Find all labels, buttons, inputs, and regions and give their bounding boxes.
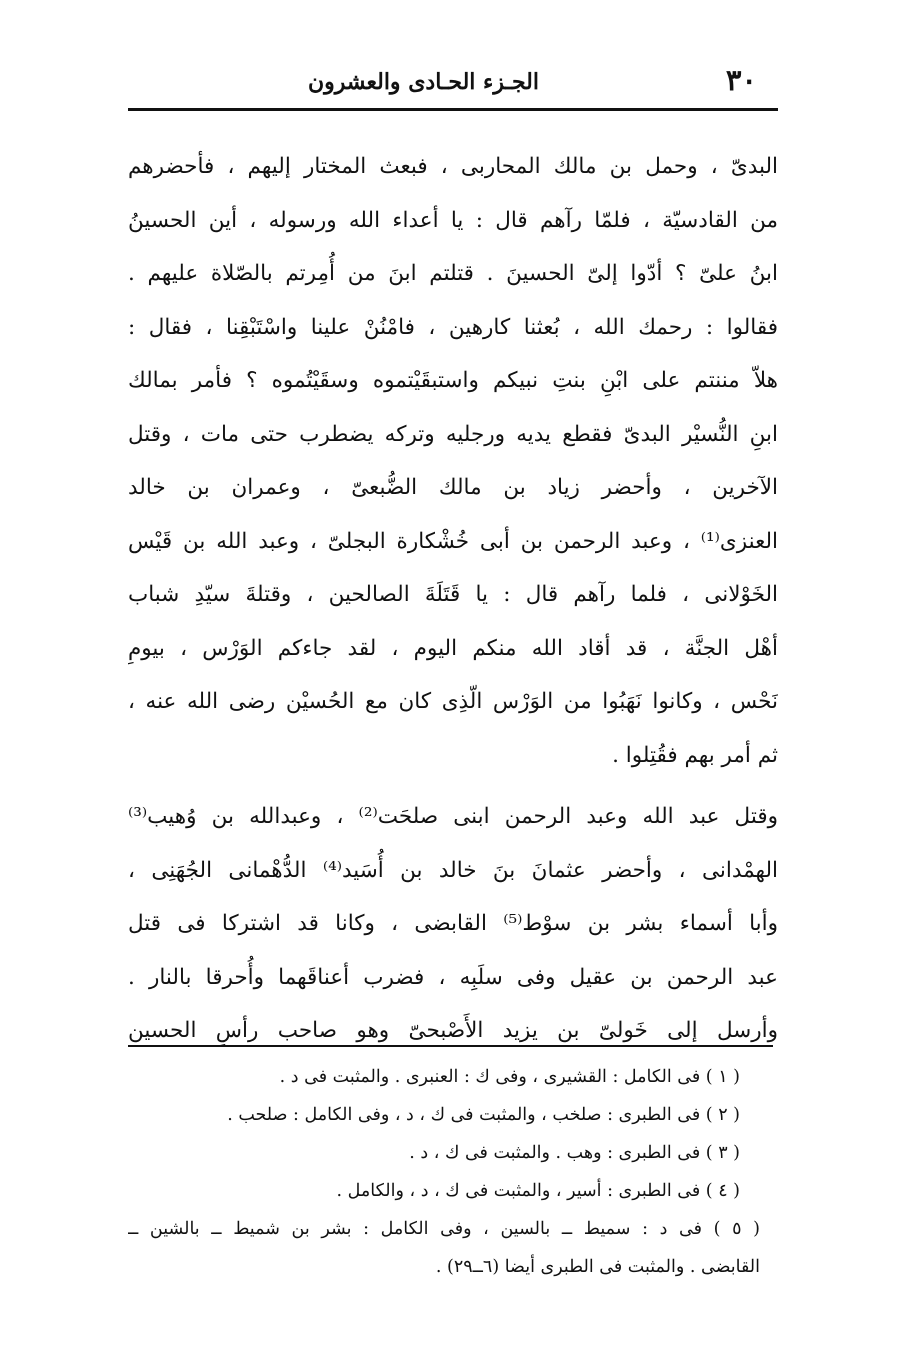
page-header <box>128 58 775 98</box>
footnote-continuation: القابضى . والمثبت فى الطبرى أيضا (٦ــ٢٩) . <box>435 1257 760 1277</box>
text-line: أهْل الجنَّة ، قد أقاد الله منكم اليوم ، لقد جاءكم الوَرْس ، بيومِ <box>128 635 778 661</box>
footnote: ( ٢ ) فى الطبرى : صلخب ، والمثبت فى ك ، د ، وفى الكامل : صلحب . <box>227 1105 740 1125</box>
text-line: هلاّ مننتم على ابْنِ بنتِ نبيكم واستبقَيْتموه وسقَيْتُموه ؟ فأمر بمالك <box>128 368 778 393</box>
text-line: وأرسل إلى خَولىّ بن يزيد الأَصْبحىّ وهو صاحب رأسِ الحسين <box>128 1018 778 1043</box>
text-line: الآخرين ، وأحضر زياد بن مالك الضُّبعىّ ، وعمران بن خالد <box>128 475 778 500</box>
footnote: ( ٥ ) فى د : سميط ــ بالسين ، وفى الكامل : بشر بن شميط ــ بالشين ــ <box>128 1219 761 1239</box>
text-line: ابنِ النُّسيْر البدىّ فقطع يديه ورجليه وتركه يضطرب حتى مات ، وقتل <box>128 421 778 447</box>
text-line: فقالوا : رحمك الله ، بُعثنا كارهين ، فامْنُنْ علينا واسْتَبْقِنا ، فقال : <box>128 314 778 340</box>
text-line: من القادسيّة ، فلمّا رآهم قال : يا أعداء الله ورسوله ، أين الحسينُ <box>128 207 778 233</box>
footnote: ( ١ ) فى الكامل : القشيرى ، وفى ك : العنبرى . والمثبت فى د . <box>279 1067 740 1087</box>
text-line: الهمْدانى ، وأحضر عثمانَ بنَ خالد بن أُسَيد⁽⁴⁾ الدُّهْمانى الجُهَنِى ، <box>128 857 778 883</box>
footnote: ( ٤ ) فى الطبرى : أسير ، والمثبت فى ك ، د ، والكامل . <box>336 1181 740 1201</box>
text-line: ثم أمر بهم فقُتِلوا . <box>612 742 778 768</box>
text-line: وأبا أسماء بشر بن سوْط⁽⁵⁾ القابضى ، وكانا قد اشتركا فى قتل <box>128 911 778 936</box>
footnote-rule <box>128 1045 773 1047</box>
text-line: الخَوْلانى ، فلما رآهم قال : يا قَتَلَةَ الصالحين ، وقتلةَ سيّدِ شباب <box>128 582 778 607</box>
text-line: العنزى⁽¹⁾ ، وعبد الرحمن بن أبى خُشْكارة البجلىّ ، وعبد الله بن قَيْس <box>128 528 778 554</box>
header-rule <box>128 108 778 111</box>
page-number: ٣٠ <box>725 63 757 97</box>
paragraph-gap <box>128 782 778 790</box>
text-line: عبد الرحمن بن عقيل وفى سلَبِه ، فضرب أعناقَهما وأُحرقا بالنار . <box>128 964 778 990</box>
running-head: الجـزء الحـادى والعشرون <box>307 69 539 95</box>
footnote: ( ٣ ) فى الطبرى : وهب . والمثبت فى ك ، د . <box>409 1143 740 1163</box>
footnotes <box>128 1058 778 1286</box>
text-line: ابنُ علىّ ؟ أدّوا إلىّ الحسينَ . قتلتم ابنَ من أُمِرتم بالصّلاة عليهم . <box>128 261 778 286</box>
body-text <box>128 140 778 1058</box>
text-line: وقتل عبد الله وعبد الرحمن ابنى صلحَت⁽²⁾ ، وعبدالله بن وُهيب⁽³⁾ <box>128 804 778 829</box>
text-line: البدىّ ، وحمل بن مالك المحاربى ، فبعث المختار إليهم ، فأحضرهم <box>128 154 778 179</box>
text-line: نَحْس ، وكانوا نَهَبُوا من الوَرْس الّذِى كان مع الحُسيْن رضى الله عنه ، <box>128 689 778 714</box>
